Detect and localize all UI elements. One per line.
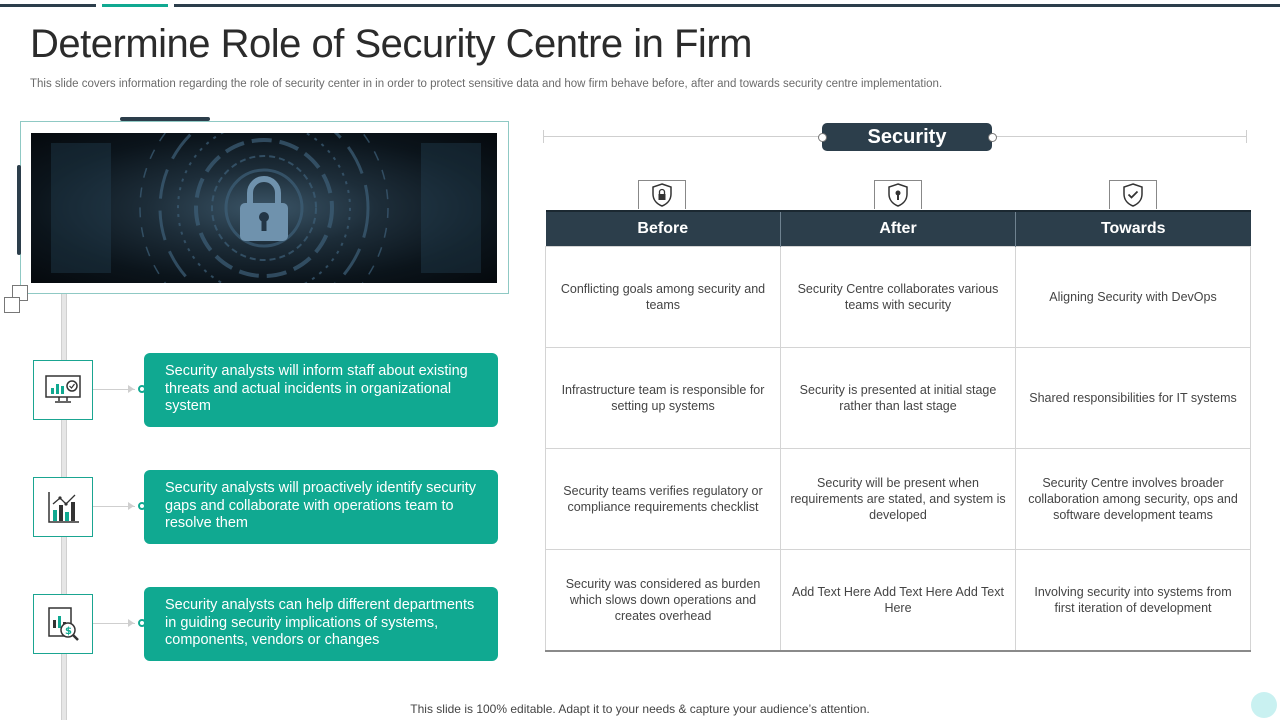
table-row	[546, 550, 1251, 652]
column-icon-box	[1109, 180, 1157, 209]
table-cell: Security Centre collaborates various teams with security	[781, 247, 1016, 348]
chat-bubble-icon[interactable]	[1251, 692, 1277, 718]
table-row	[546, 449, 1251, 550]
table-cell: Security teams verifies regulatory or compliance requirements checklist	[546, 449, 781, 550]
table-cell: Infrastructure team is responsible for setting up systems	[546, 348, 781, 449]
table-row	[546, 247, 1251, 348]
security-node-right	[988, 133, 997, 142]
table-cell: Security was considered as burden which slows down operations and creates overhead	[546, 550, 781, 652]
card-icon-box	[33, 360, 93, 420]
connector-arrow	[128, 619, 134, 627]
table-cell: Security Centre involves broader collaboration among security, ops and software development teams	[1016, 449, 1251, 550]
top-bar-accent	[102, 4, 168, 7]
footer-note: This slide is 100% editable. Adapt it to your needs & capture your audience’s attention.	[410, 702, 870, 716]
connector-arrow	[128, 385, 134, 393]
security-node-left	[818, 133, 827, 142]
table-row	[546, 348, 1251, 449]
top-bar-right	[174, 4, 1280, 7]
padlock-icon	[31, 133, 497, 283]
table-cell: Involving security into systems from first iteration of development	[1016, 550, 1251, 652]
column-icon-box	[638, 180, 686, 209]
card-node-dot	[138, 619, 146, 627]
corner-square-decoration	[4, 297, 20, 313]
card-node-dot	[138, 385, 146, 393]
financial-report-search-icon	[46, 606, 80, 642]
info-card-text: Security analysts will proactively identify security gaps and collaborate with operations team to resolve them	[165, 480, 477, 531]
page-title: Determine Role of Security Centre in Firm	[30, 22, 752, 66]
table-cell: Security is presented at initial stage rather than last stage	[781, 348, 1016, 449]
hero-side-decoration	[17, 165, 21, 255]
table-cell: Aligning Security with DevOps	[1016, 247, 1251, 348]
column-header-towards: Towards	[1016, 211, 1251, 247]
security-header-tick	[543, 130, 544, 143]
table-cell: Conflicting goals among security and teams	[546, 247, 781, 348]
card-icon-box	[33, 477, 93, 537]
monitor-chart-icon	[45, 375, 81, 405]
info-card	[144, 470, 498, 544]
column-header-after: After	[781, 211, 1016, 247]
shield-lock-icon	[651, 183, 673, 207]
security-heading: Security	[822, 123, 992, 151]
column-header-before: Before	[546, 211, 781, 247]
info-card	[144, 587, 498, 661]
top-bar-left	[0, 4, 96, 7]
table-cell: Security will be present when requirements are stated, and system is developed	[781, 449, 1016, 550]
table-header-row	[546, 211, 1251, 247]
bar-chart-trend-icon	[46, 490, 80, 524]
card-icon-box	[33, 594, 93, 654]
info-card-text: Security analysts can help different departments in guiding security implications of systems, components, vendors or changes	[165, 597, 475, 648]
security-comparison-table	[545, 210, 1251, 652]
table-cell: Shared responsibilities for IT systems	[1016, 348, 1251, 449]
security-header-tick	[1246, 130, 1247, 143]
shield-keyhole-icon	[887, 183, 909, 207]
connector-arrow	[128, 502, 134, 510]
svg-text:$: $	[65, 626, 72, 637]
info-card-text: Security analysts will inform staff about existing threats and actual incidents in organizational system	[165, 363, 468, 414]
hero-tab-decoration	[120, 117, 210, 121]
page-subtitle: This slide covers information regarding the role of security center in in order to protect sensitive data and how firm behave before, after and towards security centre implementation.	[30, 78, 943, 90]
shield-check-icon	[1122, 183, 1144, 207]
hero-security-image	[31, 133, 497, 283]
card-node-dot	[138, 502, 146, 510]
column-icon-box	[874, 180, 922, 209]
info-card	[144, 353, 498, 427]
table-cell: Add Text Here Add Text Here Add Text Here	[781, 550, 1016, 652]
